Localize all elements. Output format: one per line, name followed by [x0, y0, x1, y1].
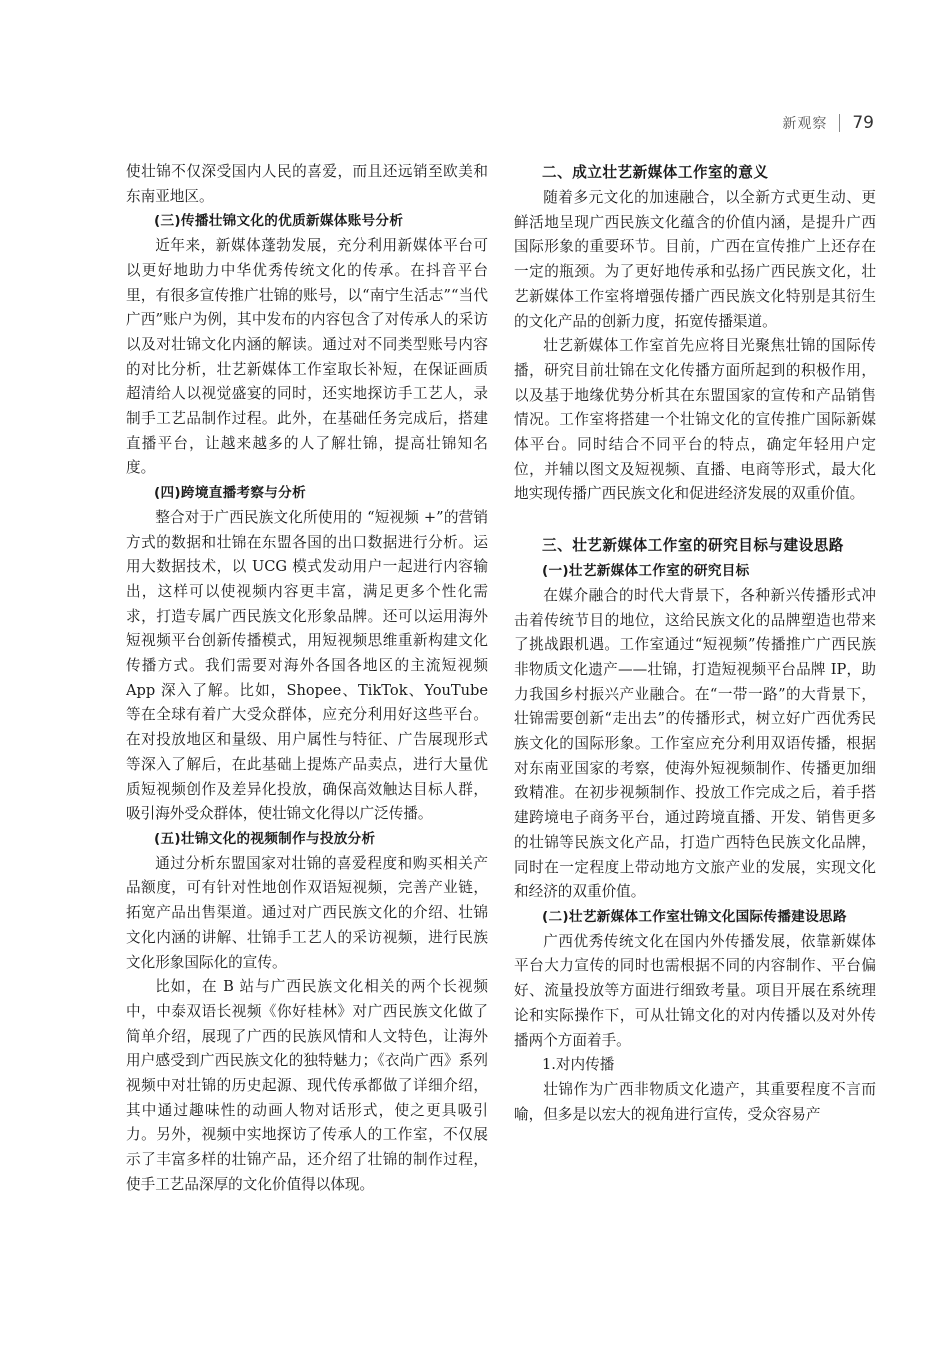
subheading-4: (四)跨境直播考察与分析: [154, 485, 306, 502]
list-item-heading: 1.对内传播: [542, 1056, 615, 1074]
subheading-3-2: (二)壮艺新媒体工作室壮锦文化国际传播建设思路: [542, 908, 847, 925]
section-heading-2: 二、成立壮艺新媒体工作室的意义: [542, 164, 769, 181]
subheading-3-1: (一)壮艺新媒体工作室的研究目标: [542, 563, 750, 580]
section-heading-3: 三、壮艺新媒体工作室的研究目标与建设思路: [542, 537, 844, 555]
paragraph: 随着多元文化的加速融合，以全新方式更生动、更鲜活地呈现广西民族文化蕴含的价值内涵，是提升广西国际形象的重要环节。目前，广西在宣传推广上还存在一定的瓶颈。为了更好地传承和弘扬广西民族文化，壮艺新媒体工作室将增强传播广西民族文化特别是其衍生的文化产品的创新力度，拓宽传播渠道。: [514, 189, 876, 330]
subheading-3: (三)传播壮锦文化的优质新媒体账号分析: [154, 213, 404, 230]
paragraph: 在媒介融合的时代大背景下，各种新兴传播形式冲击着传统节目的地位，这给民族文化的品牌塑造也带来了挑战跟机遇。工作室通过“短视频”传播推广广西民族非物质文化遗产——壮锦，打造短视频平台品牌 IP，助力我国乡村振兴产业融合。在“一带一路”的大背景下，壮锦需要创新“走出去”的传播形式，树立好广西优秀民族文化的国际形象。工作室应充分利用双语传播，根据对东南亚国家的考察，使海外短视频制作、传播更加细致精准。在初步视频制作、投放工作完成之后，着手搭建跨境电子商务平台，通过跨境直播、开发、销售更多的壮锦等民族文化产品，打造广西特色民族文化品牌，同时在一定程度上带动地方文旅产业的发展，实现文化和经济的双重价值。: [514, 586, 876, 901]
paragraph: 整合对于广西民族文化所使用的 “短视频 +”的营销方式的数据和壮锦在东盟各国的出口数据进行分析。运用大数据技术，以 UCG 模式发动用户一起进行内容输出，这样可以使视频内容更丰富，满足更多个性化需求，打造专属广西民族文化形象品牌。还可以运用海外短视频平台创新传播模式，用短视频思维重新构建文化传播方式。我们需要对海外各国各地区的主流短视频 App 深入了解。比如，Shopee、TikTok、YouTube 等在全球有着广大受众群体，应充分利用好这些平台。在对投放地区和量级、用户属性与特征、广告展现形式等深入了解后，在此基础上提炼产品卖点，进行大量优质短视频创作及差异化投放，确保高效触达目标人群，吸引海外受众群体，使壮锦文化得以广泛传播。: [126, 508, 488, 823]
header-divider: [839, 114, 840, 132]
paragraph: 近年来，新媒体蓬勃发展，充分利用新媒体平台可以更好地助力中华优秀传统文化的传承。在抖音平台里，有很多宣传推广壮锦的账号，以“南宁生活志”“当代广西”账户为例，其中发布的内容包含了对传承人的采访以及对壮锦文化内涵的解读。通过对不同类型账号内容的对比分析，壮艺新媒体工作室取长补短，在保证画质超清给人以视觉盛宴的同时，还实地探访手工艺人，录制手工艺品制作过程。此外，在基础任务完成后，搭建直播平台，让越来越多的人了解壮锦，提高壮锦知名度。: [126, 237, 488, 477]
section-spacer: [514, 507, 876, 533]
paragraph: 通过分析东盟国家对壮锦的喜爱程度和购买相关产品额度，可有针对性地创作双语短视频，完善产业链，拓宽产品出售渠道。通过对广西民族文化的介绍、壮锦文化内涵的讲解、壮锦手工艺人的采访视频，进行民族文化形象国际化的宣传。: [126, 854, 488, 971]
journal-name: 新观察: [782, 116, 828, 132]
subheading-5: (五)壮锦文化的视频制作与投放分析: [154, 830, 376, 847]
paragraph: 比如，在 B 站与广西民族文化相关的两个长视频中，中泰双语长视频《你好桂林》对广西民族文化做了简单介绍，展现了广西的民族风情和人文特色，让海外用户感受到广西民族文化的独特魅力；《衣尚广西》系列视频中对壮锦的历史起源、现代传承都做了详细介绍，其中通过趣味性的动画人物对话形式，使之更具吸引力。另外，视频中实地探访了传承人的工作室，不仅展示了丰富多样的壮锦产品，还介绍了壮锦的制作过程，使手工艺品深厚的文化价值得以体现。: [126, 978, 488, 1193]
page-number: 79: [852, 113, 874, 133]
paragraph: 广西优秀传统文化在国内外传播发展，依靠新媒体平台大力宣传的同时也需根据不同的内容制作、平台偏好、流量投放等方面进行细致考量。项目开展在系统理论和实际操作下，可从壮锦文化的对内传播以及对外传播两个方面着手。: [514, 932, 876, 1049]
running-head: [782, 113, 874, 133]
left-column: [126, 160, 488, 1198]
paragraph-continued: 使壮锦不仅深受国内人民的喜爱，而且还远销至欧美和东南亚地区。: [126, 163, 488, 205]
paragraph: 壮艺新媒体工作室首先应将目光聚焦壮锦的国际传播，研究目前壮锦在文化传播方面所起到的积极作用，以及基于地缘优势分析其在东盟国家的宣传和产品销售情况。工作室将搭建一个壮锦文化的宣传推广国际新媒体平台。同时结合不同平台的特点，确定年轻用户定位，并辅以图文及短视频、直播、电商等形式，最大化地实现传播广西民族文化和促进经济发展的双重价值。: [514, 337, 876, 503]
right-column: [514, 160, 876, 1127]
paragraph: 壮锦作为广西非物质文化遗产，其重要程度不言而喻，但多是以宏大的视角进行宣传，受众容易产: [514, 1080, 876, 1123]
